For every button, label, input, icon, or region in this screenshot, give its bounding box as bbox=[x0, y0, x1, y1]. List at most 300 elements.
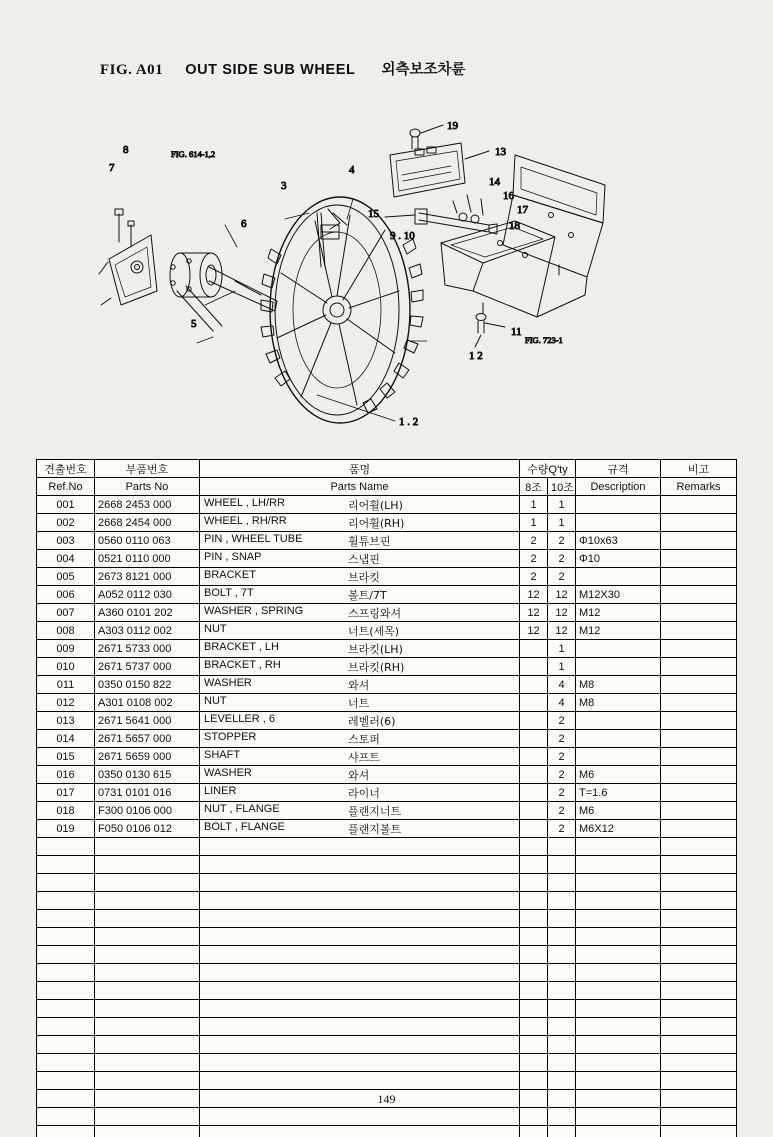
cell-empty bbox=[520, 910, 548, 928]
cell-remarks bbox=[661, 658, 737, 676]
cell-description bbox=[576, 730, 661, 748]
cell-empty bbox=[37, 982, 95, 1000]
parts-name-english: NUT bbox=[204, 695, 227, 707]
cell-qty-8jo bbox=[520, 784, 548, 802]
table-row bbox=[37, 622, 737, 640]
cell-ref-no: 002 bbox=[37, 514, 95, 532]
callout-labels bbox=[109, 120, 563, 428]
table-row-empty bbox=[37, 910, 737, 928]
cell-qty-10jo: 12 bbox=[548, 622, 576, 640]
parts-name-korean: 라이너 bbox=[348, 787, 380, 800]
cell-empty bbox=[576, 1072, 661, 1090]
cell-parts-name bbox=[200, 586, 520, 604]
header-qty-8jo: 8조 bbox=[520, 478, 548, 496]
cell-empty bbox=[95, 1036, 200, 1054]
cell-empty bbox=[37, 1000, 95, 1018]
table-header-korean bbox=[37, 460, 737, 478]
cell-empty bbox=[548, 892, 576, 910]
cell-parts-name bbox=[200, 550, 520, 568]
cell-empty bbox=[548, 1108, 576, 1126]
parts-name-english: NUT bbox=[204, 623, 227, 635]
cell-qty-8jo: 2 bbox=[520, 532, 548, 550]
header-qty-kr: 수량Q'ty bbox=[520, 460, 576, 478]
parts-name-korean: 브라킷(LH) bbox=[348, 643, 403, 656]
table-row bbox=[37, 784, 737, 802]
cell-empty bbox=[576, 1054, 661, 1072]
table-row bbox=[37, 640, 737, 658]
cell-qty-8jo bbox=[520, 766, 548, 784]
page-title bbox=[100, 58, 466, 79]
cell-empty bbox=[200, 892, 520, 910]
bolt-11-graphic bbox=[475, 314, 505, 348]
callout-3: 3 bbox=[281, 180, 287, 192]
cell-parts-no: 2671 5737 000 bbox=[95, 658, 200, 676]
callout-5: 5 bbox=[191, 318, 197, 330]
cell-parts-name bbox=[200, 694, 520, 712]
cell-description bbox=[576, 748, 661, 766]
cell-empty bbox=[200, 1054, 520, 1072]
table-row bbox=[37, 748, 737, 766]
cell-empty bbox=[520, 1018, 548, 1036]
parts-name-english: NUT , FLANGE bbox=[204, 803, 280, 815]
parts-name-korean: 와셔 bbox=[348, 769, 370, 782]
cell-empty bbox=[95, 856, 200, 874]
table-row bbox=[37, 586, 737, 604]
figure-number: FIG. A01 bbox=[100, 62, 164, 78]
cell-empty bbox=[661, 946, 737, 964]
callout-8: 8 bbox=[123, 144, 129, 156]
cell-qty-10jo: 2 bbox=[548, 712, 576, 730]
cell-empty bbox=[548, 964, 576, 982]
cell-empty bbox=[95, 1108, 200, 1126]
table-row-empty bbox=[37, 982, 737, 1000]
header-ref-en: Ref.No bbox=[37, 478, 95, 496]
cell-empty bbox=[200, 1036, 520, 1054]
cell-empty bbox=[37, 946, 95, 964]
cell-empty bbox=[520, 946, 548, 964]
cell-empty bbox=[576, 1018, 661, 1036]
cell-parts-no: F050 0106 012 bbox=[95, 820, 200, 838]
cell-remarks bbox=[661, 568, 737, 586]
callout-17: 17 bbox=[517, 204, 528, 216]
cell-qty-10jo: 12 bbox=[548, 586, 576, 604]
parts-name-korean: 플랜지볼트 bbox=[348, 823, 402, 836]
cell-qty-10jo: 1 bbox=[548, 640, 576, 658]
table-row-empty bbox=[37, 1054, 737, 1072]
table-body bbox=[37, 496, 737, 1137]
cell-ref-no: 015 bbox=[37, 748, 95, 766]
parts-name-english: LINER bbox=[204, 785, 237, 797]
cell-parts-no: A360 0101 202 bbox=[95, 604, 200, 622]
cell-parts-no: 2671 5657 000 bbox=[95, 730, 200, 748]
cell-empty bbox=[548, 1018, 576, 1036]
cell-empty bbox=[95, 928, 200, 946]
cell-empty bbox=[95, 1018, 200, 1036]
cell-empty bbox=[548, 910, 576, 928]
cell-empty bbox=[576, 928, 661, 946]
cell-empty bbox=[520, 1000, 548, 1018]
cell-qty-8jo: 1 bbox=[520, 496, 548, 514]
cell-qty-10jo: 2 bbox=[548, 766, 576, 784]
cell-empty bbox=[200, 1018, 520, 1036]
header-part-kr: 부품번호 bbox=[95, 460, 200, 478]
cell-ref-no: 017 bbox=[37, 784, 95, 802]
hub-shaft-graphic bbox=[170, 253, 277, 331]
cell-empty bbox=[520, 964, 548, 982]
cell-empty bbox=[200, 946, 520, 964]
parts-name-korean: 브라킷(RH) bbox=[348, 661, 405, 674]
parts-name-english: BRACKET bbox=[204, 569, 256, 581]
cell-empty bbox=[661, 838, 737, 856]
cell-parts-no: A303 0112 002 bbox=[95, 622, 200, 640]
cell-description: Φ10x63 bbox=[576, 532, 661, 550]
cell-remarks bbox=[661, 712, 737, 730]
table-row bbox=[37, 532, 737, 550]
parts-name-korean: 스토퍼 bbox=[348, 733, 380, 746]
cell-parts-no: 2668 2453 000 bbox=[95, 496, 200, 514]
cell-empty bbox=[548, 1126, 576, 1137]
cell-parts-no: 0521 0110 000 bbox=[95, 550, 200, 568]
callout-13: 13 bbox=[495, 146, 506, 158]
cell-description bbox=[576, 514, 661, 532]
parts-name-korean: 리어휠(LH) bbox=[348, 499, 403, 512]
cell-ref-no: 016 bbox=[37, 766, 95, 784]
parts-name-english: SHAFT bbox=[204, 749, 241, 761]
table-row bbox=[37, 712, 737, 730]
shaft-hardware-graphic bbox=[385, 195, 497, 234]
header-part-en: Parts No bbox=[95, 478, 200, 496]
cell-empty bbox=[200, 856, 520, 874]
header-remarks-kr: 비고 bbox=[661, 460, 737, 478]
cell-parts-name bbox=[200, 622, 520, 640]
cell-qty-8jo: 2 bbox=[520, 550, 548, 568]
cell-parts-name bbox=[200, 514, 520, 532]
cell-empty bbox=[37, 964, 95, 982]
cell-empty bbox=[548, 838, 576, 856]
cell-parts-name bbox=[200, 604, 520, 622]
cell-parts-name bbox=[200, 784, 520, 802]
callout-19: 19 bbox=[447, 120, 458, 132]
cell-qty-10jo: 4 bbox=[548, 676, 576, 694]
header-name-en: Parts Name bbox=[200, 478, 520, 496]
cell-parts-name bbox=[200, 676, 520, 694]
cell-empty bbox=[520, 856, 548, 874]
cell-empty bbox=[661, 1108, 737, 1126]
cell-empty bbox=[548, 1072, 576, 1090]
cell-description: M6 bbox=[576, 766, 661, 784]
table-row-empty bbox=[37, 1072, 737, 1090]
cell-remarks bbox=[661, 730, 737, 748]
cell-parts-name bbox=[200, 568, 520, 586]
table-row bbox=[37, 550, 737, 568]
cell-empty bbox=[661, 982, 737, 1000]
parts-name-english: BRACKET , LH bbox=[204, 641, 279, 653]
figure-title-korean: 외측보조차륜 bbox=[381, 62, 466, 78]
table-row-empty bbox=[37, 1000, 737, 1018]
cell-empty bbox=[661, 892, 737, 910]
parts-name-korean: 너트 bbox=[348, 697, 370, 710]
header-qty-10jo: 10조 bbox=[548, 478, 576, 496]
cell-empty bbox=[520, 838, 548, 856]
cell-empty bbox=[520, 928, 548, 946]
cell-empty bbox=[200, 1072, 520, 1090]
cell-empty bbox=[576, 946, 661, 964]
cell-empty bbox=[520, 982, 548, 1000]
cell-qty-10jo: 2 bbox=[548, 568, 576, 586]
cell-qty-10jo: 1 bbox=[548, 496, 576, 514]
cell-qty-8jo bbox=[520, 748, 548, 766]
cell-remarks bbox=[661, 496, 737, 514]
cell-empty bbox=[520, 1072, 548, 1090]
cell-empty bbox=[37, 910, 95, 928]
cell-parts-name bbox=[200, 820, 520, 838]
cell-empty bbox=[548, 856, 576, 874]
cell-description bbox=[576, 568, 661, 586]
cell-empty bbox=[95, 982, 200, 1000]
table-row-empty bbox=[37, 1036, 737, 1054]
diagram-note-1: FIG. 614-1,2 bbox=[171, 149, 216, 159]
cell-empty bbox=[95, 1126, 200, 1137]
cell-qty-10jo: 2 bbox=[548, 748, 576, 766]
cell-empty bbox=[37, 928, 95, 946]
cell-remarks bbox=[661, 586, 737, 604]
parts-name-korean: 스프링와셔 bbox=[348, 607, 402, 620]
cell-empty bbox=[37, 1054, 95, 1072]
cell-remarks bbox=[661, 784, 737, 802]
cell-empty bbox=[37, 1072, 95, 1090]
cell-ref-no: 007 bbox=[37, 604, 95, 622]
cell-empty bbox=[661, 928, 737, 946]
cell-empty bbox=[520, 874, 548, 892]
cell-qty-8jo: 2 bbox=[520, 568, 548, 586]
table-row bbox=[37, 514, 737, 532]
cell-empty bbox=[576, 892, 661, 910]
cell-remarks bbox=[661, 766, 737, 784]
header-description-en: Description bbox=[576, 478, 661, 496]
cell-ref-no: 003 bbox=[37, 532, 95, 550]
cell-empty bbox=[576, 982, 661, 1000]
cell-empty bbox=[200, 1108, 520, 1126]
cell-empty bbox=[37, 1126, 95, 1137]
cell-description: M12X30 bbox=[576, 586, 661, 604]
cell-ref-no: 019 bbox=[37, 820, 95, 838]
cell-empty bbox=[520, 1108, 548, 1126]
cell-description bbox=[576, 496, 661, 514]
table-row-empty bbox=[37, 964, 737, 982]
cell-qty-10jo: 12 bbox=[548, 604, 576, 622]
table-row bbox=[37, 694, 737, 712]
cell-empty bbox=[661, 1126, 737, 1137]
cell-empty bbox=[37, 856, 95, 874]
cell-empty bbox=[576, 964, 661, 982]
cell-empty bbox=[520, 1036, 548, 1054]
cell-parts-name bbox=[200, 730, 520, 748]
cell-qty-10jo: 4 bbox=[548, 694, 576, 712]
cell-qty-8jo bbox=[520, 802, 548, 820]
cell-empty bbox=[95, 1000, 200, 1018]
cell-qty-8jo: 12 bbox=[520, 622, 548, 640]
cell-qty-8jo bbox=[520, 730, 548, 748]
cell-remarks bbox=[661, 802, 737, 820]
left-bracket-graphic bbox=[99, 209, 157, 305]
cell-empty bbox=[95, 964, 200, 982]
cell-parts-no: 0350 0150 822 bbox=[95, 676, 200, 694]
table-row bbox=[37, 658, 737, 676]
cell-qty-10jo: 2 bbox=[548, 550, 576, 568]
cell-parts-name bbox=[200, 532, 520, 550]
cell-qty-10jo: 2 bbox=[548, 820, 576, 838]
cell-empty bbox=[576, 856, 661, 874]
callout-9-10: 9 . 10 bbox=[390, 230, 415, 242]
parts-table-container bbox=[36, 459, 736, 1137]
cell-empty bbox=[95, 1072, 200, 1090]
cell-parts-name bbox=[200, 748, 520, 766]
parts-name-korean: 너트(세목) bbox=[348, 625, 400, 638]
table-header-english bbox=[37, 478, 737, 496]
cell-parts-no: 0350 0130 615 bbox=[95, 766, 200, 784]
cell-empty bbox=[95, 910, 200, 928]
cell-empty bbox=[661, 1036, 737, 1054]
cell-empty bbox=[661, 874, 737, 892]
cell-parts-no: F300 0106 000 bbox=[95, 802, 200, 820]
cell-empty bbox=[37, 1108, 95, 1126]
parts-name-english: LEVELLER , 6 bbox=[204, 713, 275, 725]
cell-empty bbox=[548, 1054, 576, 1072]
cell-remarks bbox=[661, 676, 737, 694]
cell-ref-no: 009 bbox=[37, 640, 95, 658]
callout-16: 16 bbox=[503, 190, 514, 202]
cell-empty bbox=[548, 1036, 576, 1054]
cell-parts-no: 0560 0110 063 bbox=[95, 532, 200, 550]
cell-qty-10jo: 2 bbox=[548, 532, 576, 550]
cell-empty bbox=[37, 1036, 95, 1054]
table-row-empty bbox=[37, 856, 737, 874]
table-row bbox=[37, 766, 737, 784]
callout-11: 11 bbox=[511, 326, 522, 338]
parts-name-english: BOLT , FLANGE bbox=[204, 821, 285, 833]
cell-empty bbox=[661, 910, 737, 928]
cell-empty bbox=[200, 1000, 520, 1018]
cell-parts-name bbox=[200, 766, 520, 784]
cell-qty-10jo: 2 bbox=[548, 784, 576, 802]
page-number: 149 bbox=[377, 1092, 396, 1106]
cell-qty-8jo: 12 bbox=[520, 604, 548, 622]
cell-parts-no: 2673 8121 000 bbox=[95, 568, 200, 586]
cell-parts-no: 2671 5659 000 bbox=[95, 748, 200, 766]
cell-parts-name bbox=[200, 802, 520, 820]
cell-parts-no: 2671 5641 000 bbox=[95, 712, 200, 730]
cell-qty-10jo: 1 bbox=[548, 514, 576, 532]
cell-empty bbox=[37, 1018, 95, 1036]
cell-description bbox=[576, 658, 661, 676]
callout-7: 7 bbox=[109, 162, 115, 174]
cell-empty bbox=[520, 1126, 548, 1137]
cell-ref-no: 013 bbox=[37, 712, 95, 730]
cell-remarks bbox=[661, 622, 737, 640]
cell-qty-8jo bbox=[520, 694, 548, 712]
cell-parts-no: 0731 0101 016 bbox=[95, 784, 200, 802]
cell-description: M6X12 bbox=[576, 820, 661, 838]
parts-name-english: PIN , SNAP bbox=[204, 551, 262, 563]
cell-empty bbox=[95, 892, 200, 910]
cell-parts-no: 2671 5733 000 bbox=[95, 640, 200, 658]
cell-empty bbox=[661, 1018, 737, 1036]
cell-empty bbox=[200, 928, 520, 946]
cell-empty bbox=[548, 946, 576, 964]
cell-remarks bbox=[661, 604, 737, 622]
table-row bbox=[37, 604, 737, 622]
cell-empty bbox=[661, 856, 737, 874]
table-row-empty bbox=[37, 1108, 737, 1126]
cell-empty bbox=[548, 874, 576, 892]
diagram-note-2: FIG. 723-1 bbox=[525, 335, 563, 345]
header-ref-kr: 견출번호 bbox=[37, 460, 95, 478]
table-row-empty bbox=[37, 1018, 737, 1036]
table-row-empty bbox=[37, 1126, 737, 1137]
cell-remarks bbox=[661, 820, 737, 838]
callout-18: 18 bbox=[509, 220, 520, 232]
table-head bbox=[37, 460, 737, 496]
cell-ref-no: 004 bbox=[37, 550, 95, 568]
cell-qty-10jo: 2 bbox=[548, 802, 576, 820]
cell-description bbox=[576, 640, 661, 658]
cell-ref-no: 008 bbox=[37, 622, 95, 640]
callout-12: 1 2 bbox=[469, 350, 483, 362]
parts-name-english: PIN , WHEEL TUBE bbox=[204, 533, 303, 545]
cell-parts-no: A052 0112 030 bbox=[95, 586, 200, 604]
table-row-empty bbox=[37, 838, 737, 856]
cell-qty-8jo bbox=[520, 658, 548, 676]
cell-qty-8jo bbox=[520, 676, 548, 694]
cell-empty bbox=[37, 892, 95, 910]
cell-empty bbox=[576, 1000, 661, 1018]
cell-empty bbox=[200, 964, 520, 982]
table-row-empty bbox=[37, 928, 737, 946]
parts-name-korean: 플랜지너트 bbox=[348, 805, 402, 818]
parts-table bbox=[36, 459, 737, 1137]
cell-qty-8jo: 1 bbox=[520, 514, 548, 532]
cell-qty-10jo: 2 bbox=[548, 730, 576, 748]
cell-remarks bbox=[661, 640, 737, 658]
parts-name-korean: 볼트/7T bbox=[348, 589, 387, 602]
cell-empty bbox=[95, 838, 200, 856]
cell-empty bbox=[576, 874, 661, 892]
cell-description: M12 bbox=[576, 622, 661, 640]
parts-name-korean: 휠튜브핀 bbox=[348, 535, 391, 548]
cell-empty bbox=[37, 874, 95, 892]
cell-ref-no: 011 bbox=[37, 676, 95, 694]
assembly-diagram bbox=[85, 95, 695, 450]
cell-description bbox=[576, 712, 661, 730]
cell-empty bbox=[576, 1126, 661, 1137]
bolt-19-graphic bbox=[410, 125, 443, 149]
callout-15: 15 bbox=[368, 208, 379, 220]
cell-empty bbox=[200, 910, 520, 928]
table-row bbox=[37, 496, 737, 514]
cell-remarks bbox=[661, 550, 737, 568]
cell-ref-no: 012 bbox=[37, 694, 95, 712]
cell-empty bbox=[37, 838, 95, 856]
table-row bbox=[37, 676, 737, 694]
cell-parts-name bbox=[200, 496, 520, 514]
cell-empty bbox=[95, 1054, 200, 1072]
table-row bbox=[37, 820, 737, 838]
figure-title-english: OUT SIDE SUB WHEEL bbox=[185, 62, 356, 78]
cell-remarks bbox=[661, 694, 737, 712]
cell-description: T=1.6 bbox=[576, 784, 661, 802]
callout-14: 14 bbox=[489, 176, 500, 188]
cell-qty-10jo: 1 bbox=[548, 658, 576, 676]
